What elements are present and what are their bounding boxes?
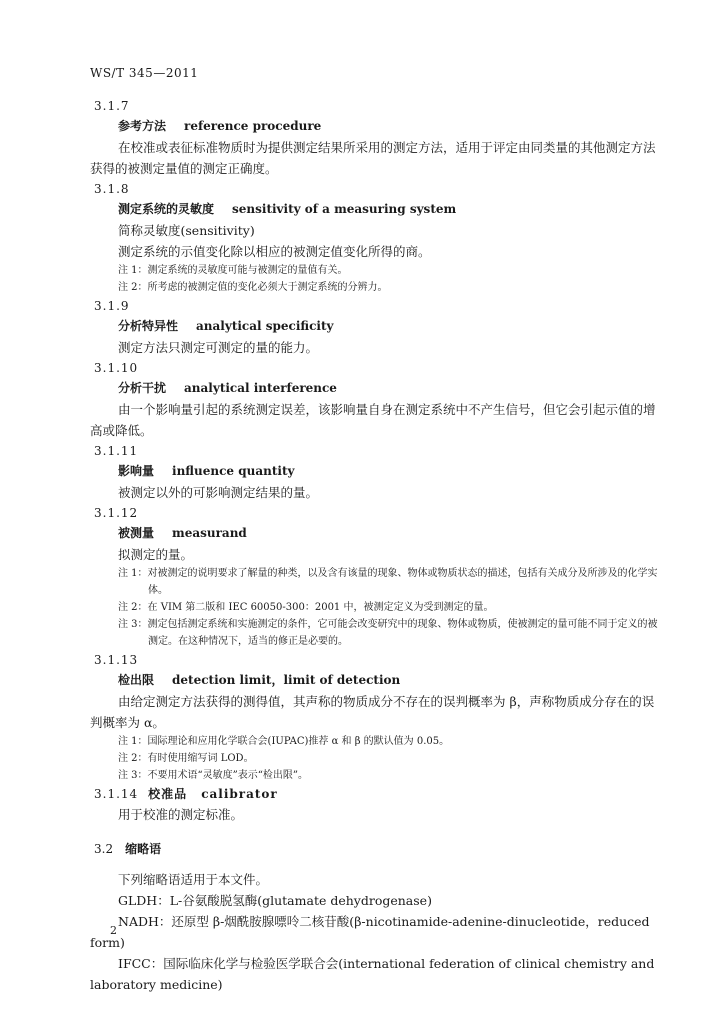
clause-number: 3.1.14 [94,787,139,801]
definition: 由一个影响量引起的系统测定误差，该影响量自身在测定系统中不产生信号，但它会引起示值的增高或降低。 [90,402,656,438]
abbreviation-item: IFCC：国际临床化学与检验医学联合会(international federation of clinical chemistry and laboratory medicine) [90,956,655,992]
term-en: detection limit，limit of detection [172,673,401,687]
note: 注 1：对被测定的说明要求了解量的种类，以及含有该量的现象、物体或物质状态的描述，包括有关成分及所涉及的化学实体。 [118,568,658,596]
section-number: 3.2 [94,842,114,856]
clause-number: 3.1.12 [94,506,139,520]
term-en: influence quantity [172,464,295,478]
term-en: reference procedure [184,119,322,133]
section-heading [94,839,665,859]
note: 注 1：国际理论和应用化学联合会(IUPAC)推荐 α 和 β 的默认值为 0.05。 [118,736,450,747]
term-zh: 参考方法 [118,119,167,133]
clause-heading-inline [94,784,665,804]
term-heading [118,461,665,482]
clause-number: 3.1.11 [94,444,139,458]
clause-number: 3.1.7 [94,99,130,113]
term-zh: 校准品 [148,787,188,801]
note: 注 2：有时使用缩写词 LOD。 [118,753,254,764]
term-heading [118,378,665,399]
term-heading [148,787,278,801]
section-title: 缩略语 [125,842,162,856]
clause-number: 3.1.8 [94,182,130,196]
term-en: sensitivity of a measuring system [232,202,457,216]
term-heading [118,116,665,137]
document-content [90,96,665,995]
definition: 在校准或表征标准物质时为提供测定结果所采用的测定方法，适用于评定由同类量的其他测定方法获得的被测定量值的测定正确度。 [90,140,656,176]
clause-number: 3.1.9 [94,299,130,313]
term-zh: 被测量 [118,526,155,540]
page-number: 2 [110,924,117,937]
section-intro: 下列缩略语适用于本文件。 [118,872,269,887]
note: 注 1：测定系统的灵敏度可能与被测定的量值有关。 [118,265,348,276]
term-heading [118,199,665,220]
term-en: analytical specificity [196,319,334,333]
term-en: analytical interference [184,381,337,395]
note: 注 3：测定包括测定系统和实施测定的条件，它可能会改变研究中的现象、物体或物质，使被测定的量可能不同于定义的被测定。在这种情况下，适当的修正是必要的。 [118,619,658,647]
term-zh: 影响量 [118,464,155,478]
term-en: measurand [172,526,247,540]
definition: 用于校准的测定标准。 [118,807,244,822]
term-heading [118,670,665,691]
note: 注 2：所考虑的被测定值的变化必须大于测定系统的分辨力。 [118,282,388,293]
definition: 由给定测定方法获得的测得值，其声称的物质成分不存在的误判概率为 β，声称物质成分存在的误判概率为 α。 [90,694,655,730]
definition: 拟测定的量。 [118,547,194,562]
abbreviation-item: GLDH：L-谷氨酸脱氢酶(glutamate dehydrogenase) [118,893,432,908]
note: 注 3：不要用术语“灵敏度”表示“检出限”。 [118,770,308,781]
note: 注 2：在 VIM 第二版和 IEC 60050-300：2001 中，被测定定义为受到测定的量。 [118,602,494,613]
clause-number: 3.1.10 [94,361,139,375]
definition: 测定系统的示值变化除以相应的被测定值变化所得的商。 [118,244,431,259]
definition: 测定方法只测定可测定的量的能力。 [118,340,319,355]
term-heading [118,316,665,337]
term-zh: 检出限 [118,673,155,687]
term-zh: 分析干扰 [118,381,167,395]
term-zh: 分析特异性 [118,319,179,333]
definition: 被测定以外的可影响测定结果的量。 [118,485,319,500]
term-en: calibrator [201,787,278,801]
standard-id: WS/T 345—2011 [90,66,199,80]
term-heading [118,523,665,544]
term-alias: 简称灵敏度(sensitivity) [118,223,255,238]
clause-number: 3.1.13 [94,653,139,667]
abbreviation-item: NADH：还原型 β-烟酰胺腺嘌呤二核苷酸(β-nicotinamide-adenine-dinucleotide，reduced form) [90,914,650,950]
term-zh: 测定系统的灵敏度 [118,202,215,216]
